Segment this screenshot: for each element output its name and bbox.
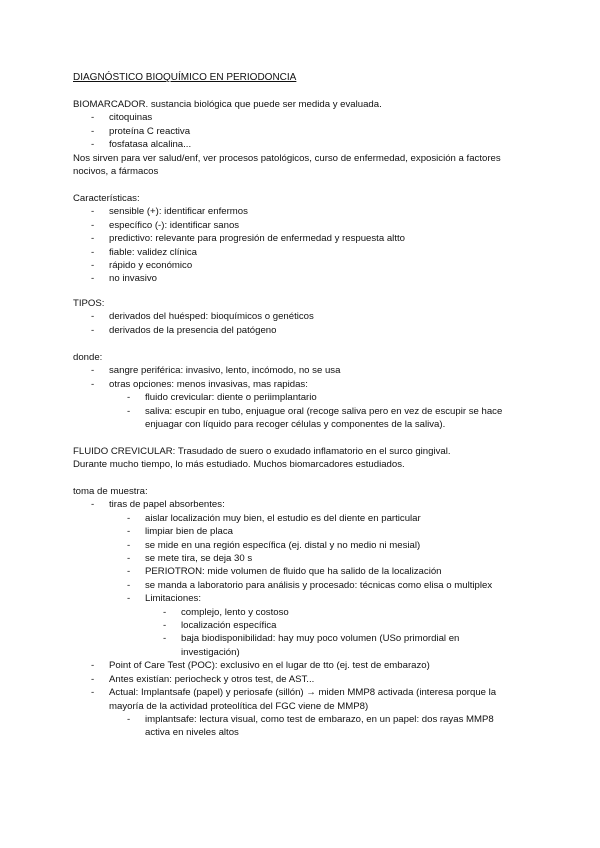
list-item: - predictivo: relevante para progresión de enfermedad y respuesta altto <box>91 233 405 245</box>
fluido-line2: Durante mucho tiempo, lo más estudiado. Muchos biomarcadores estudiados. <box>73 459 405 471</box>
list-item: - derivados del huésped: bioquímicos o genéticos <box>91 311 314 323</box>
caracteristicas-list <box>73 205 513 285</box>
biomarcador-list <box>73 111 513 151</box>
list-item: - fosfatasa alcalina... <box>91 139 192 151</box>
list-item: - derivados de la presencia del patógeno <box>91 324 277 336</box>
list-item: - implantsafe: lectura visual, como test de embarazo, en un papel: dos rayas MMP8 activa en niveles altos <box>127 713 494 739</box>
biomarcador-intro: BIOMARCADOR. sustancia biológica que puede ser medida y evaluada. <box>73 99 382 110</box>
list-item: - sensible (+): identificar enfermos <box>91 206 248 218</box>
list-item: - rápido y económico <box>91 260 193 272</box>
toma-list <box>73 498 513 739</box>
list-item: - se mide en una región específica (ej. distal y no medio ni mesial) <box>127 539 421 551</box>
list-item: - limpiar bien de placa <box>127 526 233 538</box>
list-item: - citoquinas <box>91 112 153 124</box>
list-item: - tiras de papel absorbentes: <box>91 499 225 511</box>
tipos-section <box>73 297 513 337</box>
list-item: - complejo, lento y costoso <box>163 606 289 618</box>
list-item: - sangre periférica: invasivo, lento, incómodo, no se usa <box>91 365 341 377</box>
list-item: - Antes existían: periocheck y otros test, de AST... <box>91 673 315 685</box>
fluido-section <box>73 445 513 472</box>
list-item: - se mete tira, se deja 30 s <box>127 553 253 565</box>
list-item: - saliva: escupir en tubo, enjuague oral (recoge saliva pero en vez de escupir se hace enjuagar con líquido para recoger células y componentes de la saliva). <box>127 405 503 431</box>
toma-section <box>73 485 513 740</box>
list-item: - Point of Care Test (POC): exclusivo en el lugar de tto (ej. test de embarazo) <box>91 660 430 672</box>
tipos-list <box>73 310 513 337</box>
list-item: - fluido crevicular: diente o periimplantario <box>127 392 317 404</box>
section-heading: donde: <box>73 352 103 363</box>
page-title: DIAGNÓSTICO BIOQUÍMICO EN PERIODONCIA <box>73 72 297 83</box>
list-item: - otras opciones: menos invasivas, mas rapidas: <box>91 378 308 390</box>
donde-section <box>73 351 513 431</box>
fluido-line1: FLUIDO CREVICULAR: Trasudado de suero o exudado inflamatorio en el surco gingival. <box>73 446 451 457</box>
list-item: - Limitaciones: <box>127 593 201 605</box>
list-item: - PERIOTRON: mide volumen de fluido que ha salido de la localización <box>127 566 442 578</box>
list-item: - Actual: Implantsafe (papel) y periosafe (sillón) → miden MMP8 activada (interesa porque la mayoría de la actividad proteolítica del FGC viene de MMP8) <box>91 687 497 712</box>
list-item: - proteína C reactiva <box>91 125 191 137</box>
section-heading: TIPOS: <box>73 298 105 309</box>
list-item: - fiable: validez clínica <box>91 246 197 258</box>
biomarcador-uso: Nos sirven para ver salud/enf, ver procesos patológicos, curso de enfermedad, exposición a factores nocivos, a fármacos <box>73 152 501 178</box>
biomarcador-section <box>73 98 513 178</box>
list-item: - no invasivo <box>91 273 157 285</box>
list-item: - se manda a laboratorio para análisis y procesado: técnicas como elisa o multiplex <box>127 579 493 591</box>
list-item: - baja biodisponibilidad: hay muy poco volumen (USo primordial en investigación) <box>163 633 460 658</box>
list-item: - aislar localización muy bien, el estudio es del diente en particular <box>127 512 421 524</box>
section-heading: Características: <box>73 193 140 204</box>
list-item: - localización específica <box>163 620 277 632</box>
list-item: - específico (-): identificar sanos <box>91 219 240 231</box>
caracteristicas-section <box>73 192 513 286</box>
section-heading: toma de muestra: <box>73 486 148 497</box>
donde-list <box>73 364 513 431</box>
